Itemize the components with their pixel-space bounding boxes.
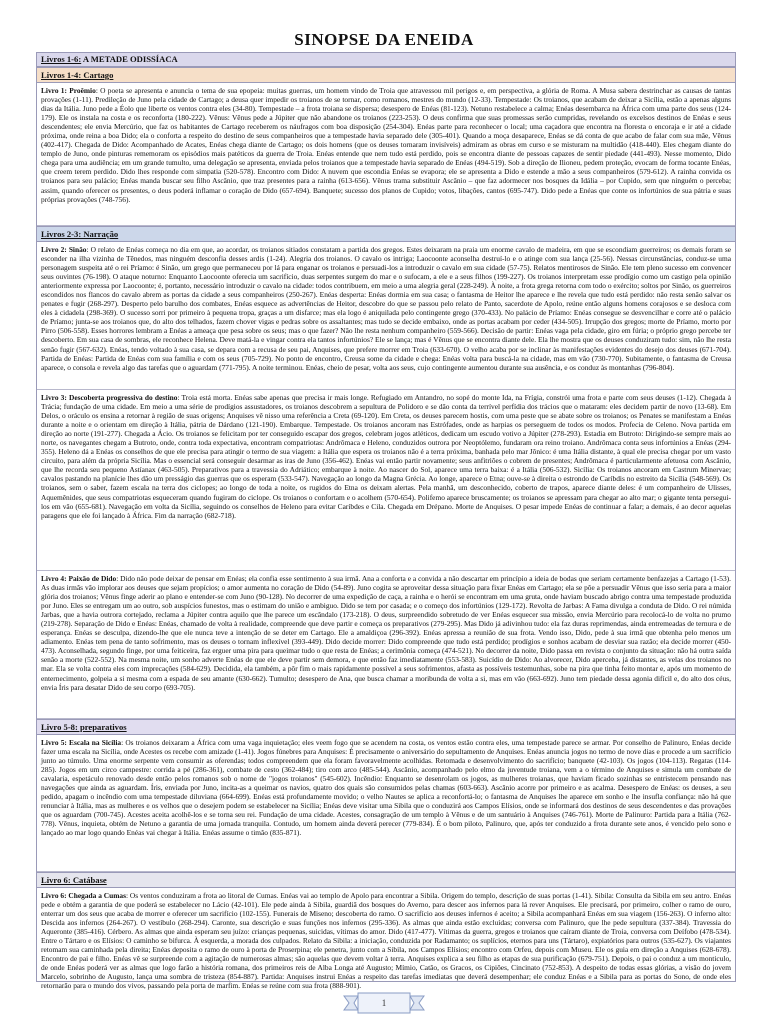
group-header xyxy=(37,53,735,67)
book-lead: Livro 5: Escala na Sicília xyxy=(41,738,122,747)
book-text: : O poeta se apresenta e anuncia o tema de sua epopeia: muitas guerras, um homem vindo de Troia que atravessou mil perigos e, em perspectiva, a glória de Roma. A Musa sabera destrinchar as causas de tantas provações (1-11). Predileção de Juno pela cidade de Cartago; a deusa quer impedir os troianos de se tornar, como romanos, mestres do mundo (12-33). Tempestade: Os troianos, que acabam de deixar a Sicília, estão a apenas alguns dias da Itália. Juno pede a Éolo que liberte os ventos contra eles (34-80). Tempestade – a frota troiana se dispersa; desespero de Enéas (81-123). Netuno restabelece a calma; Enéas desembarca na África com uma parte dos seus (124-179). Ele os instala na costa e os reconforta (180-222). Vênus: Vênus pede a Júpiter que não abandone os troianos (223-253). O deus confirma que suas promessas serão cumpridas, revelando os excelsos destinos de Enéas e seus descendentes; ele envia Mercúrio, que faz os habitantes de Cartago receberem os náufragos com boa disposição (254-304). Enéas parte para reconhecer o local; uma caçadora que encontra na floresta o encoraja e ir até a cidade próxima, onde reina a boa Dido; ela o conforta a respeito do destino de seus companheiros que a tempestade havia separado dele (305-401). Quando a moça desaparece, Enéas se dá conta de que acabo de falar com sua mãe, Vênus (402-417). Chegada de Dido: Acompanhado de Acates, Enéas chega diante de Cartago; os dois homens (que os deuses tornaram invisíveis) admiram as obras em curso e se misturam na multidão (418-440). Eles chegam diante do templo de Juno, onde pinturas rememoram os episódios mais patéticos da guerra de Troia. Enéas entende que nem tudo está perdido, pois se encontra diante de pessoas capazes de sentir piedade (441-493). Nesse momento, Dido chega para uma audiência; em um grande tumulto, uma delegação se apresenta, enviada pelos troianos que a tempestade havia separado de Enéas (494-519). Sob a direção de Ilioneu, pedem proteção, evocam de forma tocante Enéas, que creem terem perdido. Dido lhes responde com simpatia (520-578). Encontro com Dido: A nuvem que escondia Enéas se evapora; ele se apresenta a Dido e estende a mão a seus companheiros (579-612). A rainha convida os troianos para seu palácio; Enéas manda buscar seu filho Ascânio, que traz presentes para a rainha (613-656). Vênus trama substituir Ascânio – que faz adormecer nos bosques da Idália – por Cupido, sem que ninguém o perceba; assim, quando oferecer os presentes, o deus poderá inflamar o coração de Dido (657-694). Banquete; sucesso dos planos de Cupido; votos, libações, cantos (695-747). Dido pede a Enéas que conte os infortúnios de sua pátria e suas próprias provações (748-756). xyxy=(41,86,731,204)
book-lead: Livro 4: Paixão de Dido xyxy=(41,574,117,583)
book-text: : O relato de Enéas começa no dia em que, ao acordar, os troianos sitiados constatam a partida dos gregos. Estes deixaram na praia um enorme cavalo de madeira, em que se escondiam guerreiros; os demais foram se esconder na ilha vizinha de Tênedos, mas ninguém desconfia desses ardis (1-24). Alegria dos troianos. O cavalo os intriga; Laocoonte aconselha destruí-lo e o atinge com sua lança (25-56). Nessas circunstâncias, conduz-se uma personagem suspeita até o rei Príamo: é Sinão, um grego que permaneceu por lá para enganar os troianos e persuadi-los a introduzir o cavalo em sua cidade (57-75). Relatos mentirosos de Sinão. Ele tem pleno sucesso em convencer seus ouvintes (76-198). O ataque noturno: Enquanto Laocoonte oferecia um sacrifício, duas serpentes surgem do mar e o sufocam, a ele e a seus filhos (199-227). Os troianos interpretam esse prodígio como um castigo pela opinião anteriormente expressa por Laocoonte; é, portanto, necessário introduzir o cavalo na cidade: todos contribuem, em meio a uma alegria geral (228-249). À noite, a frota grega retorna com todo o exército; soltos por Sinão, os guerreiros escondidos nos flancos do cavalo abrem as portas da cidade a seus companheiros (250-267). Enéas desperta: Enéas dormia em sua casa; o fantasma de Heitor lhe aparece e lhe revela que tudo está perdido: não resta senão salvar os penates e fugir (268-297). Desperto pelo barulho dos combates, Enéas esquece as advertências de Heitor, descobre do que se passou pelo relato de Panto, sacerdote de Apolo, reúne então alguns homens corajosos e se desloca com eles à cidadela (298-369). O sucesso sorri por primeiro à pequena tropa, graças a um disfarce; mas ela logo é aniquilada pelo contingente grego (370-433). No palácio de Príamo: Enéas consegue se desvencilhar e corre até o palácio de Príamo; junta-se aos troianos que, do alto dos telhados, fazem chover vigas e pedras sobre os assaltantes; mas tudo se decide embaixo, onde as portas acabam por ceder (434-505). Irrupção dos gregos; morte de Príamo, morto por Pirro (506-558). Esses horrores lembram a Enéas a ameaça que pesa sobre os seus; mas o que fazer? Não lhe resta nenhum companheiro (559-566). Decisão de partir: Enéas vaga pela cidade, giro em fúria; o próprio grego percebe ter descoberto. Em sua casa de sombras, ele reconhece Helena. Deve matá-la e vingar contra ela tantos infortúnios? Ele se lança; mas é Vênus que se encontra diante dele. Ela lhe mostra que os deuses conduziram tudo: sim, não lhe resta senão fugir (567-632). Enéas, tendo voltado à sua casa, se depara com a recusa de seu pai, Anquises, que prefere morrer em Troia (633-670). O velho acaba por se inclinar às manifestações evidentes do desejo dos deuses (671-704). Partida de Enéas: Partida de Enéas com sua família e com os seus (705-729). No ponto de encontro, Creusa some da cidade e chega: Enéas volta para buscá-la na cidade, mas em vão (730-770). Subitamente, o fantasma de Creusa aparece, o consola e revela algo das tarefas que o aguardam (771-795). A noite terminou. Enéas, cheio de pesar, volta aos seus, cujo contingente aumentou durante sua ausência, e os conduz às montanhas (796-804). xyxy=(41,245,731,372)
book-lead: Livro 2: Sinão xyxy=(41,245,87,254)
book-text: : Os troianos deixaram a África com uma vaga inquietação; eles veem fogo que se acendem na costa, os ventos estão contra eles, uma tempestade parece se armar. Por conselho de Palinuro, Enéas decide fazer uma escala na Sicília, onde Acestes os recebe com amizade (1-41). Jogos fúnebres para Anquises: É precisamente o aniversário do sepultamento de Anquises. Enéas anuncia jogos no termo de nove dias e procede a um sacrifício junto ao túmulo. Uma enorme serpente vem consumir as oferendas; todos compreendem que ela foram favoravelmente acolhidas. Retomada e desenvolvimento do sacrifício; banquete (42-103). Os jogos (104-113). Regatas (114-285). Jogos em um circo campestre: corrida a pé (286-361), combate de cesto (362-484); tiro com arco (485-544). Ascânio, acompanhado pelo elmo da juventude troiana, vem a o término de Anquises e simula um combate de cavalaria, espetáculo renovado desde então pelos romanos sob o nome de "jogos troianos" (545-602). Incêndio: Enquanto se desenrolam os jogos, as mulheres troianas, que haviam ficado sozinhas se entristecem pensando nas navegações que ainda as aguardam. Íris, enviada por Juno, incita-as a queimar os navios, quatro dos quais são consumidos pelas chamas (603-663). Ascânio acorre por primeiro e as acalma. Desespero de Enéas: os deuses, a seu pedido, apagam o incêndio com uma tempestade diluviana (664-699). Enéas está profundamente movido; o velho Nautes se aplica a reconfortá-lo; o fantasma de Anquises lhe aparece em sonho e lhe insufla confiança: não há que renunciar à Itália, mas as mulheres e os velhos que o desejem podem se estabelecer na Sicília; Enéas deve visitar uma Sibila que o conduzirá aos Campos Elísios, onde se informará dos destinos de seus descendentes e das provações que os aguardam (700-745). Acestes aceita acolhê-los e se torna seu rei. Fundação de uma cidade. Acestes, consagração de um templo à Vênus e de um santuário à Anquises (746-761). Morte de Palinuro: Partida para a Itália (762-778). Vênus, inquieta, obtém de Netuno a garantia de uma jornada tranquila. Contudo, um homem ainda deverá perecer (779-834). É o bom piloto, Palinuro, que, após ter conduzido a frota durante sete anos, é vencido pelo sono e lançado ao mar logo quando Enéas vai chegar à Itália. Enéas assume o timão (835-871). xyxy=(41,738,731,838)
page-title: SINOPSE DA ENEIDA xyxy=(294,30,474,49)
book-text: : Dido não pode deixar de pensar em Enéas; ela confia esse sentimento à sua irmã. Ana a conforta e a convida a não descartar em princípio a ideia de bodas que seriam certamente benfazejas a Cartago (1-53). As duas irmãs vão implorar aos deuses que sejam propícios; o amor aumenta no coração de Dido (54-89). Juno cogita se aproveitar dessa situação para fixar Enéas em Cartago; ela se põe a persuadir Vênus que isso seria para a maior glória dos troianos; Vênus finge aderir ao plano e entender-se com Juno (90-128). No decorrer de uma expedição de caça, a rainha e o herói se encontram em uma gruta, onde haviam buscado abrigo contra uma tempestade produzida por Juno. Eles se entregam um ao outro, sob auspícios funestos, mas o estimam do união e ambiguo. Dido se tem por casada; e o começo dos infortúnios (129-172). Revolta de Jarbas: A Fama divulga a conduta de Dido. O rei númida Jarbas, que a havia outrora cortejado, reclama a Júpiter contra aquilo que lhe parece um escândalo (173-218). O deus, surpreendido sobretudo de ver Enéas esquecer sua missão, envia Mercúrio para recolocá-lo de volta no prumo (219-278). Separação de Dido e Enéas: Enéas, chamado de volta à realidade, compreende que deve partir e começa os preparativos (279-295). Mas Dido já adivinhou tudo: ela faz duras reprimendas, ainda entremeadas de ternura e de esperança. Enéas se desculpa, dizendo-lhe que ele nunca teve a intenção de se deter em Cartago. Ele a amaldiçoa (296-392). Enéas apressa a reunião de sua frota. Vendo isso, Dido, pede à sua irmã que obtenha pelo menos um adiamento. Enéas tem pena de tanto sofrimento, mas os deuses o tornam inflexível (393-449). Dido decide morrer: Dido compreende que tudo está perdido; prodígios e sonhos acabam de desviar sua razão; ela decide morrer (450-473). Aconselhada, segundo finge, por uma feiticeira, faz erguer uma pira para queimar tudo o que resta de Enéas; a cerimônia começa (474-521). No decorrer da noite, Dido passa em revista o conjunto da situação: não há outra saída senão a morte (522-552). Na mesma noite, um sonho adverte Enéas de que ele deve partir sem demora, e que então faz imediatamente (553-583). Suicídio de Dido: Ao alvorecer, Dido aperceba, já distantes, as velas dos troianos no mar. Ela se volta contra eles com imprecações (584-629). Decidida, ela também, a pôr fim o mais rapidamente possível a seus sofrimentos, afasta as possíveis testemunhas, sobe na pira que tinha feito montar e, após um momento de enternecimento, golpeia a si mesma com a espada de seu amante (630-662). Tumulto; desespero de Ana, que busca chamar a moribunda de volta a si, mas em vão (663-692). Juno tem piedade dessa agonia difícil e, do alto dos céus, envia Íris para desatar Dido de seu corpo (693-705). xyxy=(41,574,731,692)
group-prefix: Livros 1-6: xyxy=(41,54,82,64)
book-3 xyxy=(37,390,735,571)
group-label: A METADE ODISSÍACA xyxy=(82,54,178,64)
book-text: : Os ventos conduziram a frota ao litoral de Cumas. Enéas vai ao templo de Apolo para encontrar a Sibila. Origem do templo, descrição de suas portas (1-41). Sibila: Consulta da Sibila em seu antro. Enéas pede e obtém a garantia de que poderá se estabelecer no Lácio (42-101). Ele pede ainda à Sibila, guardiã dos bosques do Averno, para descer aos infernos para lá rever Anquises. Ele precisará, por primeiro, colher o ramo de ouro, enterrar um dos seus que acaba de morrer e oferecer um sacrifício (102-155). Funerais de Miseno; descoberta do ramo. O sacrifício aos deuses infernos é aceito; a Sibila acompanhará Enéas em sua viagem (156-263). O inferno alto: Descida aos infernos (264-267). O vestíbulo (268-294). Caronte, sua descrição e suas funções nos infernos (295-336). As almas que ainda estão excluídas; conversa com Palinuro, que lhe pede sepultura (337-384). Travessia do Aqueronte (385-416). Cérbero. As almas que ainda esperam seu juízo: crianças pequenas, suicidas, vítimas do amor. Dido (417-477). Vítimas da guerra, gregos e troianos que caíram diante de Troia, conversa com Deífobo (478-534). Entre o Tártaro e os Elísios: O caminho se bifurca. À esquerda, a morada dos culpados. Relato da Sibila: a iniciação, conduzida por Radamanto; os suplícios, eternos para uns (Tártaro), expiatórios para outros (535-627). Os viajantes retomam sua caminhada pela direita; Enéas deposita o ramo de ouro à porta de Proserpina; ele penetra, junto com a Sibila, nos Campos Elísios; encontro com Orfeu, depois com Museu. Ele os guia em direção a Anquises (628-678). Encontro de pai e filho. Enéas vê se surpreende com a agitação de numerosas almas; são aquelas que devem voltar à terra. Anquises explica a seu filho as etapas de sua purificação (679-751). Depois, o pai o conduz a um monticulo, de onde Enéas poderá ver as almas que logo farão a história romana, dos primeiros reis de Alba Longa até Augusto; Mímio, Catão, os Gracos, os Cipiões, Cincinato (752-853). A despeito de todas essas glórias, a visão do jovem Marcelo, sobrinho de Augusto, lança uma sombra de tristeza (854-887). Partida: Anquises instrui Enéas a respeito das tarefas imediatas que deverá desempenhar; ele conduz Enéas e a Sibila para as portas do Sono, de onde eles retornarão para o mundo dos vivos, passando pela porta de marfim. Enéas se reúne com sua frota (888-901). xyxy=(41,891,731,991)
book-lead: Livro 6: Chegada a Cumas xyxy=(41,891,126,900)
section-header-catabase: Livro 6: Catábase xyxy=(37,872,735,888)
book-4 xyxy=(37,571,735,719)
page-number: 1 xyxy=(381,998,387,1008)
section-header-narracao: Livros 2-3: Narração xyxy=(37,226,735,242)
book-text: : Troia está morta. Enéas sabe apenas que precisa ir mais longe. Refugiado em Antandro, no sopé do monte Ida, na Frígia, constrói uma frota e parte com seus deuses (1-12). Chegada à Trácia; fundação de uma cidade. Em meio a uma série de prodígios assustadores, os troianos descobrem a sepultura de Polidoro e se dão conta da terrível perfídia dos trácios que o mataram: eles decidem partir de novo (13-68). Em Delos, o oráculo os ensina a retornar à região de suas origens; Anquises vê nisso uma referência a Creta (69-120). Em Creta, os deuses parecem hostis, com uma peste que se abate sobre os troianos; os Penates se manifestam a Enéas durante a noite e o orientam em direção à Itália, pátria de Dárdano (121-190). Embarque. Tempestade. Os troianos ancoram nas Estrófades, onde as harpias os perseguem de todos os modos. Profecia de Celeno. Nova partida em direção ao norte (191-277). Chegada a Ácio. Os troianos se felicitam por ter conseguido escapar dos gregos, celebram jogos atléticos, dedicam um escudo votivo a Júpiter (278-293). Estadia em Butroto: Dirigindo-se sempre mais ao norte, os navegantes chegam a Butroto, onde, contra toda expectativa, encontram compatriotas: Andrômaca e Heleno, conduzidos outrora por Neoptólemo, fundaram ora reino troiano. Andrômaca conta seus infortúnios a Enéas (294-355). Heleno dá a Enéas os conselhos de que ele precisa para atingir o termo de sua viagem: a Itália que espera os troianos não é a terra próxima, banhada pelo mar Jônico: é uma Itália distante, à qual ele precisa chegar por um vasto circuito, para além da própria Sicília. Mas o essencial será conseguir desarmar as iras de Juno (356-462). Enéas vai então partir novamente; seus anfitriões o cobrem de presentes; Andrômaca é particularmente afetuosa com Ascânio, que lhe recorda seu pequeno Astíanax (463-505). Preparativos para a travessia do Adriático; embarque à noite. Ao nascer do Sol, aparece uma terra baixa: é a Itália (506-532). Sicília: Os troianos ancoram em Castrum Minervae; cavalos pastando na planície lhes dão um presságio das guerras que os esperam (533-547). Navegação ao longo da Magna Grécia. Ao longe, aparece o Etna; ouve-se à direita o estrondo de Caríbdis no estreito da Sicília (548-569). Os troianos, sem o saber, fazem escala na terra dos ciclopes; ao longo de toda a noite, os rugidos do Etna os deixam alertas. Pela manhã, um desconhecido, coberto de trapos, aparece diante deles: é um companheiro de Ulisses, Aquemênides, que seus compatriotas esqueceram quando fugiram do ciclope. Os troianos o confortam e o acolhem (570-654). Polifemo aparece bruscamente; os troianos se apressam para chegar ao alto mar; o gigante tenta persegui-los em vão (655-681). Navegação em volta da Sicília, seguindo os conselhos de Heleno para evitar Caríbdes e Cila. Chegada em Drépano. Morte de Anquises. O pesar impede Enéas de continuar a falar; a demais, é ao decor aquelas paragens que ele foi lançado à África. Fim da narração (682-718). xyxy=(41,393,732,520)
section-header-preparativos: Livro 5-8: preparativos xyxy=(37,719,735,735)
book-1 xyxy=(37,83,735,226)
book-lead: Livro 3: Descoberta progressiva do destino xyxy=(41,393,178,402)
book-lead: Livro 1: Proêmio xyxy=(41,86,96,95)
synopsis-frame xyxy=(36,52,736,991)
book-5 xyxy=(37,735,735,872)
book-2 xyxy=(37,242,735,390)
section-header-cartago: Livros 1-4: Cartago xyxy=(37,67,735,83)
